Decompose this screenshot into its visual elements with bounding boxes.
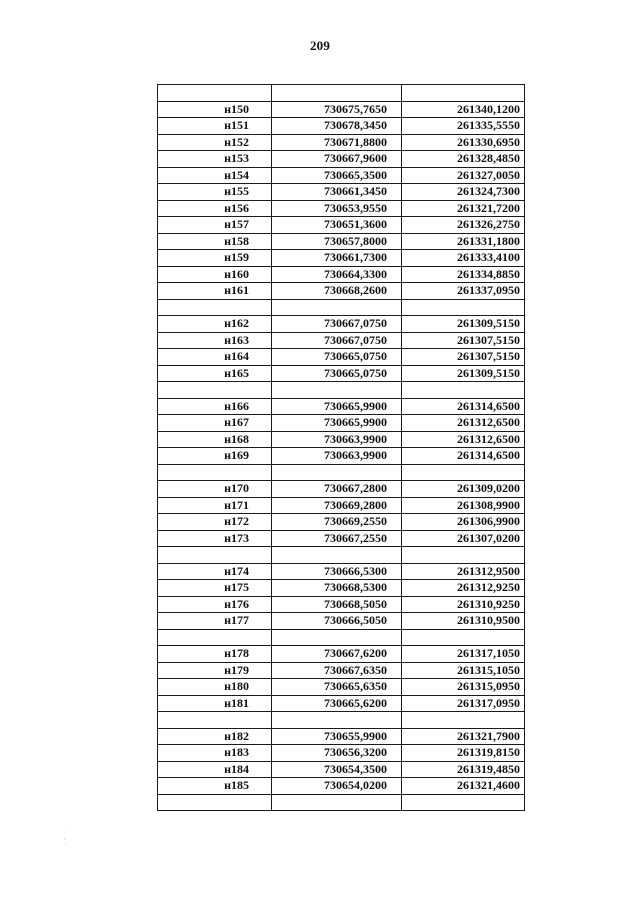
point-cell: н154 <box>158 167 272 184</box>
point-cell <box>158 794 272 811</box>
point-cell: н175 <box>158 580 272 597</box>
point-cell: н156 <box>158 200 272 217</box>
table-row <box>158 283 525 300</box>
x-coordinate-cell: 730663,9900 <box>272 448 402 465</box>
table-row <box>158 530 525 547</box>
point-cell: н179 <box>158 662 272 679</box>
point-cell <box>158 629 272 646</box>
x-coordinate-cell: 730667,2550 <box>272 530 402 547</box>
y-coordinate-cell: 261324,7300 <box>402 184 525 201</box>
point-cell: н166 <box>158 398 272 415</box>
table-row <box>158 728 525 745</box>
y-coordinate-cell: 261321,4600 <box>402 778 525 795</box>
point-cell: н183 <box>158 745 272 762</box>
x-coordinate-cell: 730657,8000 <box>272 233 402 250</box>
x-coordinate-cell: 730678,3450 <box>272 118 402 135</box>
x-coordinate-cell: 730661,7300 <box>272 250 402 267</box>
y-coordinate-cell <box>402 382 525 399</box>
x-coordinate-cell: 730654,3500 <box>272 761 402 778</box>
table-row <box>158 134 525 151</box>
y-coordinate-cell: 261315,0950 <box>402 679 525 696</box>
x-coordinate-cell: 730651,3600 <box>272 217 402 234</box>
table-row <box>158 712 525 729</box>
x-coordinate-cell: 730666,5050 <box>272 613 402 630</box>
x-coordinate-cell: 730667,2800 <box>272 481 402 498</box>
y-coordinate-cell: 261312,9500 <box>402 563 525 580</box>
y-coordinate-cell: 261307,0200 <box>402 530 525 547</box>
table-row <box>158 497 525 514</box>
x-coordinate-cell: 730668,2600 <box>272 283 402 300</box>
x-coordinate-cell: 730665,9900 <box>272 398 402 415</box>
y-coordinate-cell: 261326,2750 <box>402 217 525 234</box>
x-coordinate-cell: 730667,0750 <box>272 332 402 349</box>
y-coordinate-cell: 261312,6500 <box>402 415 525 432</box>
x-coordinate-cell: 730665,6200 <box>272 695 402 712</box>
y-coordinate-cell: 261312,6500 <box>402 431 525 448</box>
point-cell: н180 <box>158 679 272 696</box>
point-cell <box>158 299 272 316</box>
point-cell: н168 <box>158 431 272 448</box>
x-coordinate-cell: 730665,6350 <box>272 679 402 696</box>
point-cell: н169 <box>158 448 272 465</box>
x-coordinate-cell: 730675,7650 <box>272 101 402 118</box>
x-coordinate-cell: 730667,9600 <box>272 151 402 168</box>
point-cell: н150 <box>158 101 272 118</box>
table-row <box>158 596 525 613</box>
point-cell: н161 <box>158 283 272 300</box>
table-row <box>158 398 525 415</box>
y-coordinate-cell: 261309,0200 <box>402 481 525 498</box>
x-coordinate-cell: 730665,9900 <box>272 415 402 432</box>
x-coordinate-cell: 730667,6350 <box>272 662 402 679</box>
page-number: 209 <box>309 38 331 53</box>
table-row <box>158 745 525 762</box>
point-cell: н162 <box>158 316 272 333</box>
x-coordinate-cell: 730667,0750 <box>272 316 402 333</box>
x-coordinate-cell: 730668,5050 <box>272 596 402 613</box>
point-cell <box>158 712 272 729</box>
y-coordinate-cell: 261331,1800 <box>402 233 525 250</box>
point-cell: н178 <box>158 646 272 663</box>
y-coordinate-cell: 261317,0950 <box>402 695 525 712</box>
point-cell: н172 <box>158 514 272 531</box>
x-coordinate-cell: 730665,0750 <box>272 365 402 382</box>
table-row <box>158 778 525 795</box>
table-row <box>158 563 525 580</box>
x-coordinate-cell: 730664,3300 <box>272 266 402 283</box>
table-row <box>158 101 525 118</box>
y-coordinate-cell: 261310,9500 <box>402 613 525 630</box>
y-coordinate-cell <box>402 464 525 481</box>
point-cell: н167 <box>158 415 272 432</box>
x-coordinate-cell: 730655,9900 <box>272 728 402 745</box>
x-coordinate-cell <box>272 712 402 729</box>
point-cell: н164 <box>158 349 272 366</box>
coordinates-table-body <box>158 85 525 811</box>
point-cell: н152 <box>158 134 272 151</box>
point-cell: н158 <box>158 233 272 250</box>
table-row <box>158 118 525 135</box>
y-coordinate-cell: 261314,6500 <box>402 448 525 465</box>
y-coordinate-cell: 261309,5150 <box>402 365 525 382</box>
y-coordinate-cell: 261321,7200 <box>402 200 525 217</box>
point-cell: н173 <box>158 530 272 547</box>
point-cell: н159 <box>158 250 272 267</box>
table-row <box>158 316 525 333</box>
table-row <box>158 613 525 630</box>
x-coordinate-cell: 730669,2550 <box>272 514 402 531</box>
x-coordinate-cell: 730668,5300 <box>272 580 402 597</box>
point-cell: н176 <box>158 596 272 613</box>
y-coordinate-cell <box>402 299 525 316</box>
table-row <box>158 85 525 102</box>
y-coordinate-cell: 261333,4100 <box>402 250 525 267</box>
x-coordinate-cell: 730661,3450 <box>272 184 402 201</box>
y-coordinate-cell <box>402 547 525 564</box>
x-coordinate-cell: 730671,8800 <box>272 134 402 151</box>
point-cell: н177 <box>158 613 272 630</box>
x-coordinate-cell <box>272 464 402 481</box>
y-coordinate-cell: 261314,6500 <box>402 398 525 415</box>
table-row <box>158 266 525 283</box>
y-coordinate-cell <box>402 794 525 811</box>
table-row <box>158 481 525 498</box>
x-coordinate-cell: 730667,6200 <box>272 646 402 663</box>
table-row <box>158 200 525 217</box>
x-coordinate-cell <box>272 382 402 399</box>
point-cell: н181 <box>158 695 272 712</box>
y-coordinate-cell: 261334,8850 <box>402 266 525 283</box>
point-cell: н171 <box>158 497 272 514</box>
point-cell <box>158 547 272 564</box>
point-cell: н153 <box>158 151 272 168</box>
point-cell: н184 <box>158 761 272 778</box>
point-cell: н165 <box>158 365 272 382</box>
table-row <box>158 217 525 234</box>
x-coordinate-cell <box>272 794 402 811</box>
y-coordinate-cell: 261328,4850 <box>402 151 525 168</box>
point-cell <box>158 85 272 102</box>
y-coordinate-cell: 261330,6950 <box>402 134 525 151</box>
point-cell <box>158 382 272 399</box>
point-cell: н155 <box>158 184 272 201</box>
table-row <box>158 382 525 399</box>
point-cell: н174 <box>158 563 272 580</box>
table-row <box>158 761 525 778</box>
table-row <box>158 332 525 349</box>
y-coordinate-cell: 261307,5150 <box>402 349 525 366</box>
point-cell: н163 <box>158 332 272 349</box>
point-cell: н185 <box>158 778 272 795</box>
x-coordinate-cell: 730656,3200 <box>272 745 402 762</box>
scan-artifact: · : · <box>64 830 66 848</box>
point-cell: н182 <box>158 728 272 745</box>
table-row <box>158 662 525 679</box>
y-coordinate-cell: 261315,1050 <box>402 662 525 679</box>
x-coordinate-cell: 730663,9900 <box>272 431 402 448</box>
x-coordinate-cell <box>272 299 402 316</box>
y-coordinate-cell: 261307,5150 <box>402 332 525 349</box>
table-row <box>158 794 525 811</box>
y-coordinate-cell: 261308,9900 <box>402 497 525 514</box>
table-row <box>158 547 525 564</box>
table-row <box>158 514 525 531</box>
coordinates-table <box>157 84 525 811</box>
y-coordinate-cell: 261319,8150 <box>402 745 525 762</box>
table-row <box>158 695 525 712</box>
table-row <box>158 365 525 382</box>
y-coordinate-cell: 261306,9900 <box>402 514 525 531</box>
x-coordinate-cell: 730653,9550 <box>272 200 402 217</box>
y-coordinate-cell <box>402 85 525 102</box>
x-coordinate-cell: 730665,0750 <box>272 349 402 366</box>
table-row <box>158 448 525 465</box>
point-cell <box>158 464 272 481</box>
table-row <box>158 151 525 168</box>
table-row <box>158 646 525 663</box>
x-coordinate-cell <box>272 85 402 102</box>
table-row <box>158 580 525 597</box>
y-coordinate-cell: 261312,9250 <box>402 580 525 597</box>
y-coordinate-cell: 261309,5150 <box>402 316 525 333</box>
table-row <box>158 629 525 646</box>
point-cell: н151 <box>158 118 272 135</box>
table-row <box>158 431 525 448</box>
y-coordinate-cell: 261337,0950 <box>402 283 525 300</box>
x-coordinate-cell: 730654,0200 <box>272 778 402 795</box>
y-coordinate-cell: 261319,4850 <box>402 761 525 778</box>
x-coordinate-cell <box>272 547 402 564</box>
y-coordinate-cell: 261327,0050 <box>402 167 525 184</box>
x-coordinate-cell <box>272 629 402 646</box>
table-row <box>158 299 525 316</box>
y-coordinate-cell: 261340,1200 <box>402 101 525 118</box>
y-coordinate-cell: 261310,9250 <box>402 596 525 613</box>
table-row <box>158 349 525 366</box>
point-cell: н170 <box>158 481 272 498</box>
table-row <box>158 233 525 250</box>
table-row <box>158 679 525 696</box>
y-coordinate-cell: 261317,1050 <box>402 646 525 663</box>
y-coordinate-cell <box>402 629 525 646</box>
x-coordinate-cell: 730669,2800 <box>272 497 402 514</box>
x-coordinate-cell: 730666,5300 <box>272 563 402 580</box>
y-coordinate-cell <box>402 712 525 729</box>
table-row <box>158 184 525 201</box>
x-coordinate-cell: 730665,3500 <box>272 167 402 184</box>
y-coordinate-cell: 261335,5550 <box>402 118 525 135</box>
point-cell: н157 <box>158 217 272 234</box>
table-row <box>158 167 525 184</box>
table-row <box>158 250 525 267</box>
table-row <box>158 415 525 432</box>
y-coordinate-cell: 261321,7900 <box>402 728 525 745</box>
table-row <box>158 464 525 481</box>
point-cell: н160 <box>158 266 272 283</box>
